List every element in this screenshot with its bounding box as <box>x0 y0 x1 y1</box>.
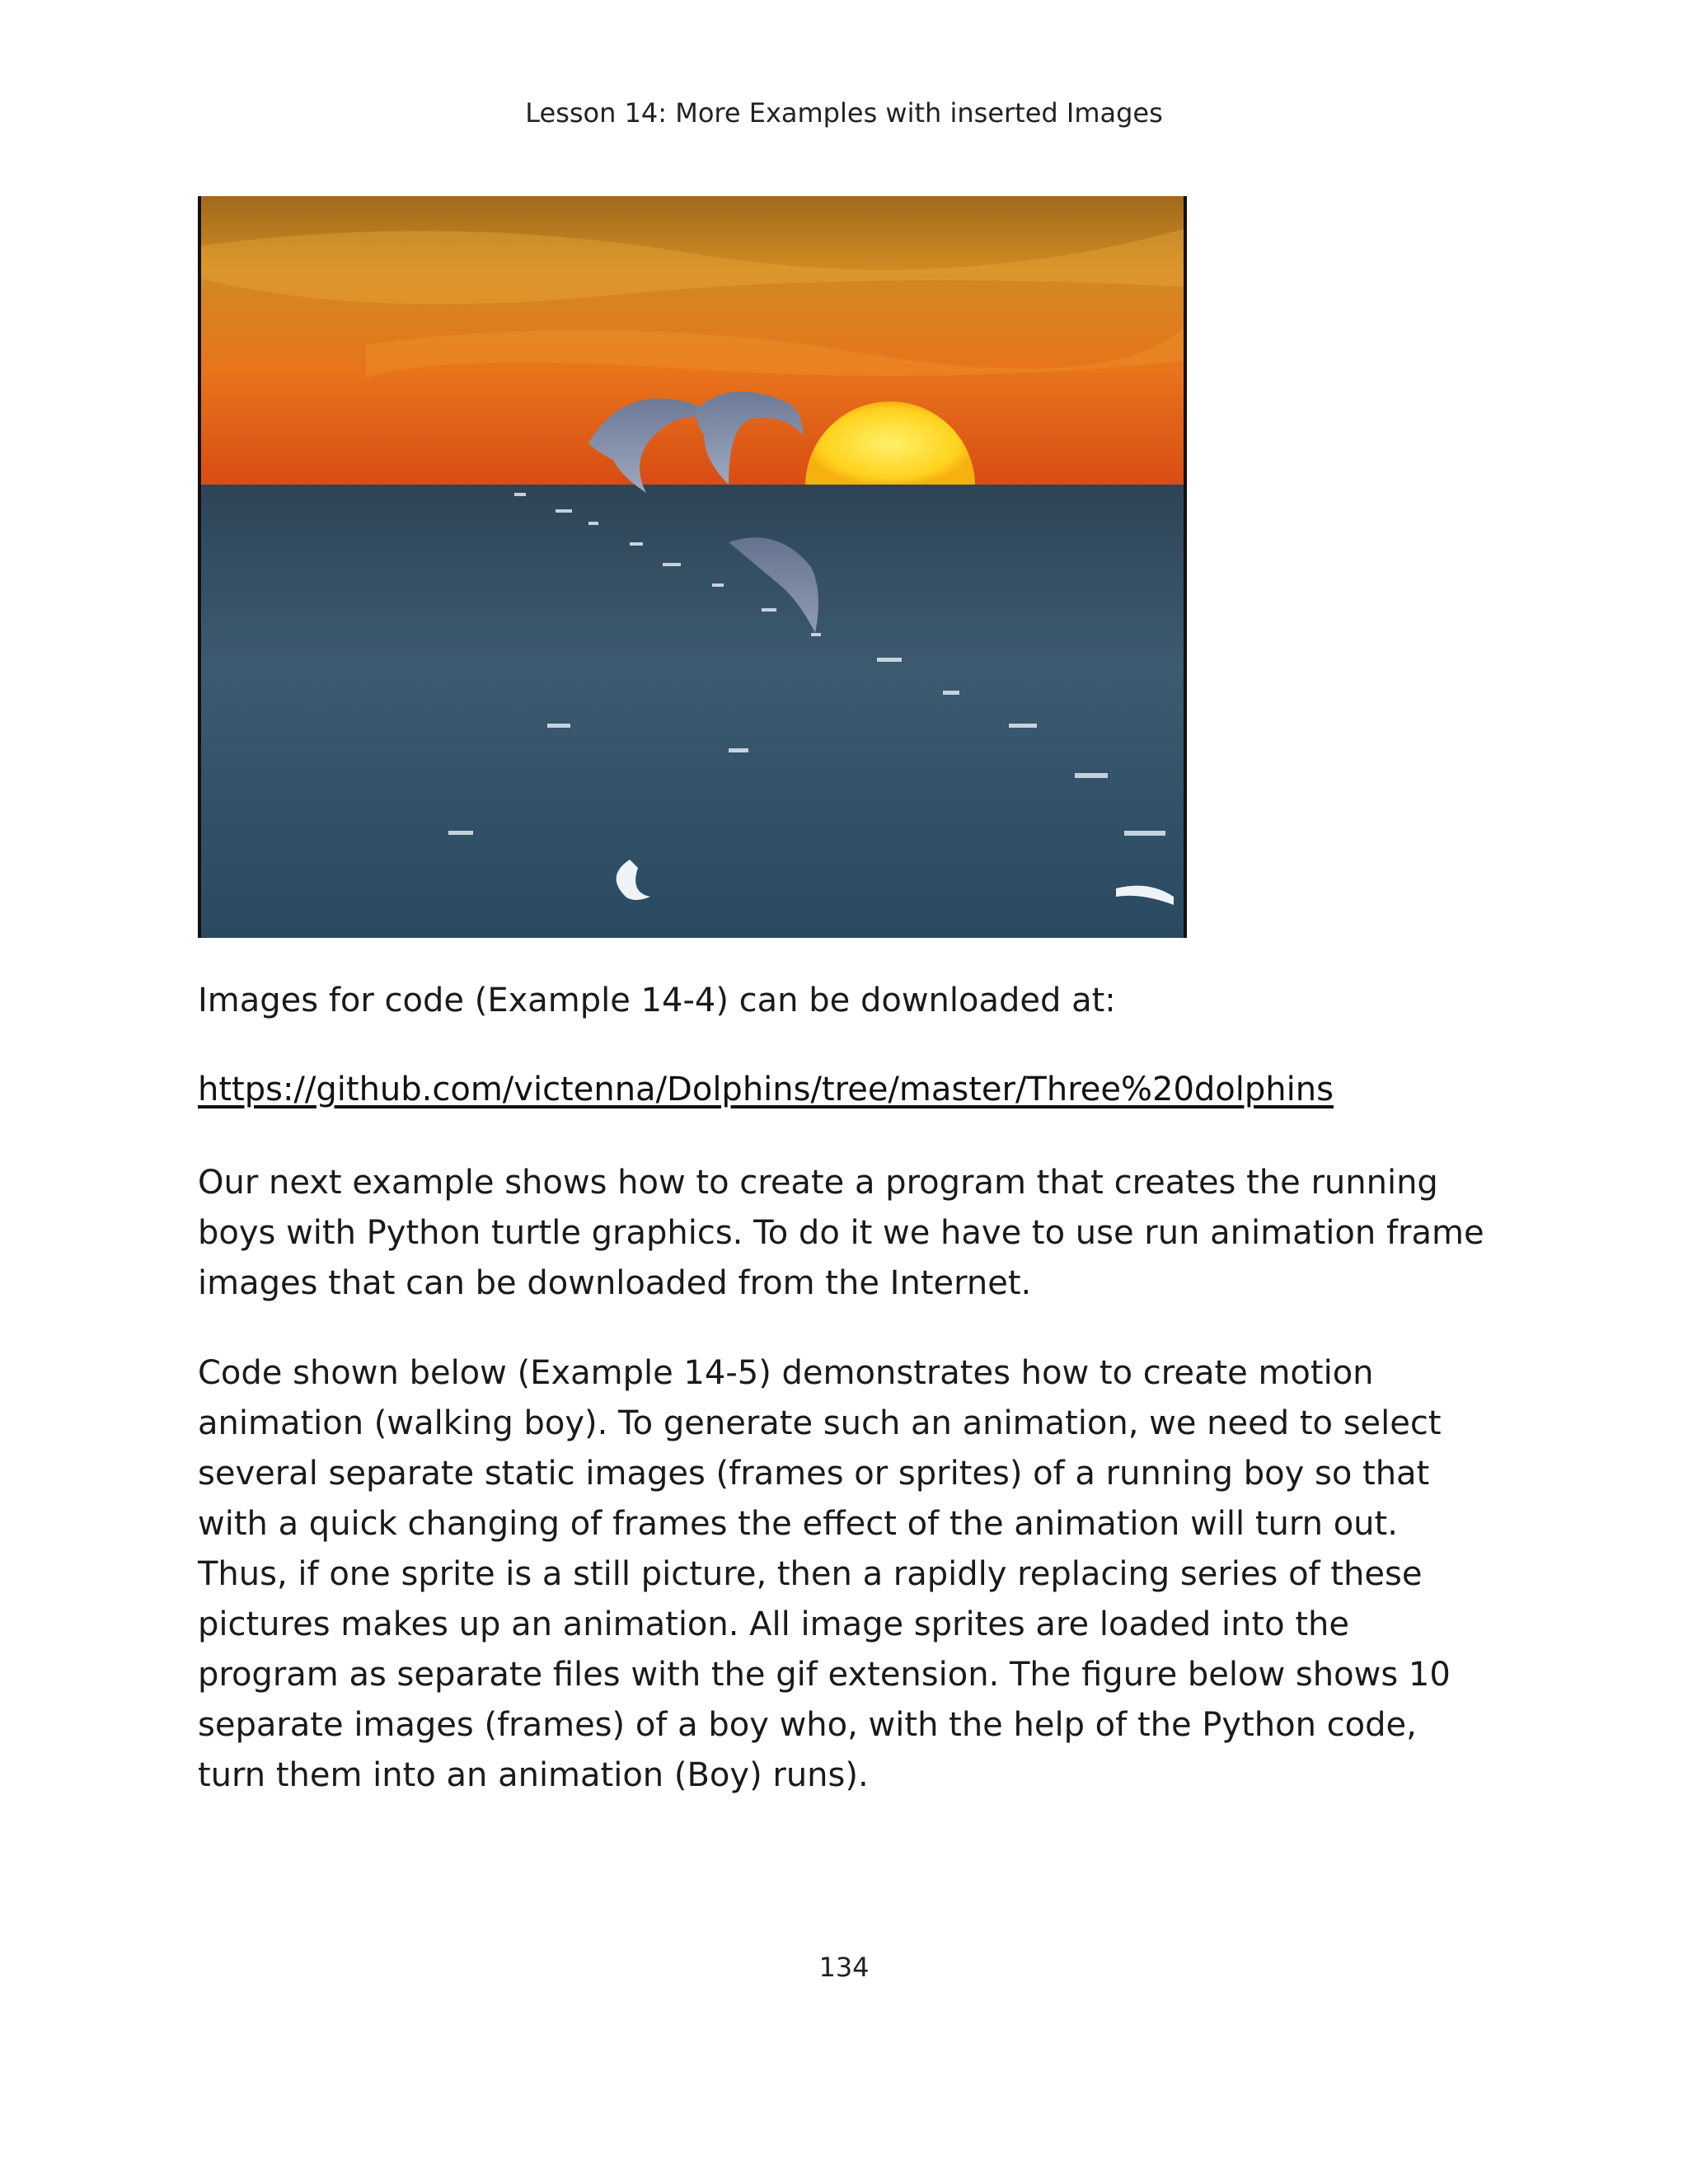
download-link[interactable]: https://github.com/victenna/Dolphins/tree/master/Three%20dolphins <box>198 1071 1334 1108</box>
paragraph-line: Thus, if one sprite is a still picture, then a rapidly replacing series of these <box>198 1555 1423 1593</box>
paragraph-line: Our next example shows how to create a program that creates the running <box>198 1164 1438 1202</box>
paragraph-line: pictures makes up an animation. All image sprites are loaded into the <box>198 1605 1350 1643</box>
paragraph-line: images that can be downloaded from the Internet. <box>198 1264 1032 1302</box>
paragraph-line: separate images (frames) of a boy who, with the help of the Python code, <box>198 1706 1417 1744</box>
page-header: Lesson 14: More Examples with inserted Images <box>525 97 1163 129</box>
dolphins-illustration <box>201 196 1184 938</box>
paragraph-line: program as separate files with the gif extension. The figure below shows 10 <box>198 1656 1451 1694</box>
page-number: 134 <box>818 1952 870 1983</box>
next-example-paragraph <box>198 1158 1500 1309</box>
code-explanation-paragraph <box>198 1348 1500 1801</box>
paragraph-line: several separate static images (frames or sprites) of a running boy so that <box>198 1455 1430 1493</box>
paragraph-line: boys with Python turtle graphics. To do it we have to use run animation frame <box>198 1214 1484 1252</box>
paragraph-line: with a quick changing of frames the effect of the animation will turn out. <box>198 1505 1398 1543</box>
download-intro-text: Images for code (Example 14-4) can be downloaded at: <box>198 982 1116 1019</box>
paragraph-line: animation (walking boy). To generate such an animation, we need to select <box>198 1404 1442 1442</box>
paragraph-line: Code shown below (Example 14-5) demonstrates how to create motion <box>198 1354 1374 1392</box>
dolphins-sunset-image <box>198 196 1187 938</box>
paragraph-line: turn them into an animation (Boy) runs). <box>198 1756 869 1794</box>
